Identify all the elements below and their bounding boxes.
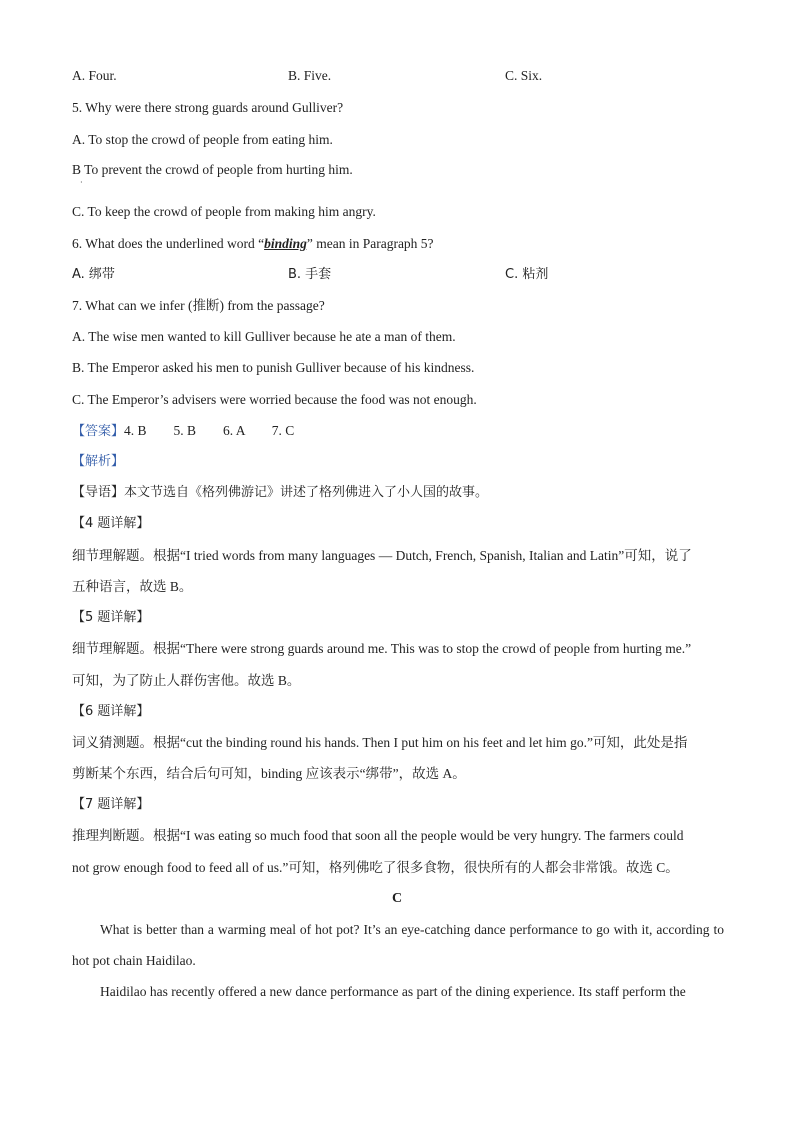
q4-option-c: C. Six. bbox=[505, 68, 543, 83]
dot-mark: · bbox=[80, 178, 83, 187]
d4-line2: 五种语言，故选 B。 bbox=[72, 579, 193, 594]
q6-question-end: ” mean in Paragraph 5? bbox=[306, 236, 434, 251]
q4-option-b: B. Five. bbox=[288, 68, 332, 83]
d4-title: 【4 题详解】 bbox=[72, 516, 150, 531]
d5-line1: 细节理解题。根据“There were strong guards around me. This was to stop the crowd of people from hurting me.” bbox=[72, 641, 692, 656]
guide-text: 【导语】本文节选自《格列佛游记》讲述了格列佛进入了小人国的故事。 bbox=[72, 485, 489, 500]
d7-line1: 推理判断题。根据“I was eating so much food that soon all the people would be very hungry. The farmers could bbox=[72, 828, 684, 843]
q5-option-a: A. To stop the crowd of people from eating him. bbox=[72, 132, 333, 147]
q7-option-b: B. The Emperor asked his men to punish Gulliver because of his kindness. bbox=[72, 360, 475, 375]
passage-paragraph-2: Haidilao has recently offered a new dance performance as part of the dining experience. Its staff perform the bbox=[100, 984, 686, 999]
q6-question-start: 6. What does the underlined word “ bbox=[72, 236, 265, 251]
d7-title: 【7 题详解】 bbox=[72, 797, 150, 812]
underlined-word: binding bbox=[264, 236, 307, 251]
q7-option-c: C. The Emperor’s advisers were worried because the food was not enough. bbox=[72, 392, 477, 407]
d5-line2: 可知，为了防止人群伤害他。故选 B。 bbox=[72, 673, 301, 688]
section-heading: C bbox=[391, 891, 403, 906]
q6-question bbox=[72, 235, 434, 253]
q6-option-c: C. 粘剂 bbox=[505, 267, 549, 282]
d5-title: 【5 题详解】 bbox=[72, 610, 150, 625]
answer-line bbox=[72, 422, 294, 441]
q5-option-b: B To prevent the crowd of people from hurting him. bbox=[72, 162, 353, 177]
d4-line1: 细节理解题。根据“I tried words from many languages — Dutch, French, Spanish, Italian and Latin”可知，说了 bbox=[72, 548, 692, 563]
q5-question: 5. Why were there strong guards around Gulliver? bbox=[72, 100, 344, 115]
d6-line2: 剪断某个东西，结合后句可知，binding 应该表示“绑带”，故选 A。 bbox=[72, 766, 466, 781]
q6-option-a: A. 绑带 bbox=[72, 267, 115, 282]
q4-option-a: A. Four. bbox=[72, 68, 117, 83]
d7-line2: not grow enough food to feed all of us.”可知，格列佛吃了很多食物，很快所有的人都会非常饿。故选 C。 bbox=[72, 860, 679, 875]
q7-option-a: A. The wise men wanted to kill Gulliver because he ate a man of them. bbox=[72, 329, 456, 344]
d6-line1: 词义猜测题。根据“cut the binding round his hands. Then I put him on his feet and let him go.”可知，此处是指 bbox=[72, 735, 688, 750]
passage-paragraph-1: What is better than a warming meal of hot pot? It’s an eye-catching dance performance to go with it, according to hot pot chain Haidilao. bbox=[72, 922, 724, 968]
q5-option-c: C. To keep the crowd of people from making him angry. bbox=[72, 204, 376, 219]
q7-question: 7. What can we infer (推断) from the passage? bbox=[72, 298, 325, 313]
analysis-label: 【解析】 bbox=[72, 454, 125, 469]
q6-option-b: B. 手套 bbox=[288, 267, 332, 282]
answer-label: 【答案】 bbox=[72, 424, 125, 439]
d6-title: 【6 题详解】 bbox=[72, 704, 150, 719]
answer-values: 4. B 5. B 6. A 7. C bbox=[124, 423, 295, 438]
